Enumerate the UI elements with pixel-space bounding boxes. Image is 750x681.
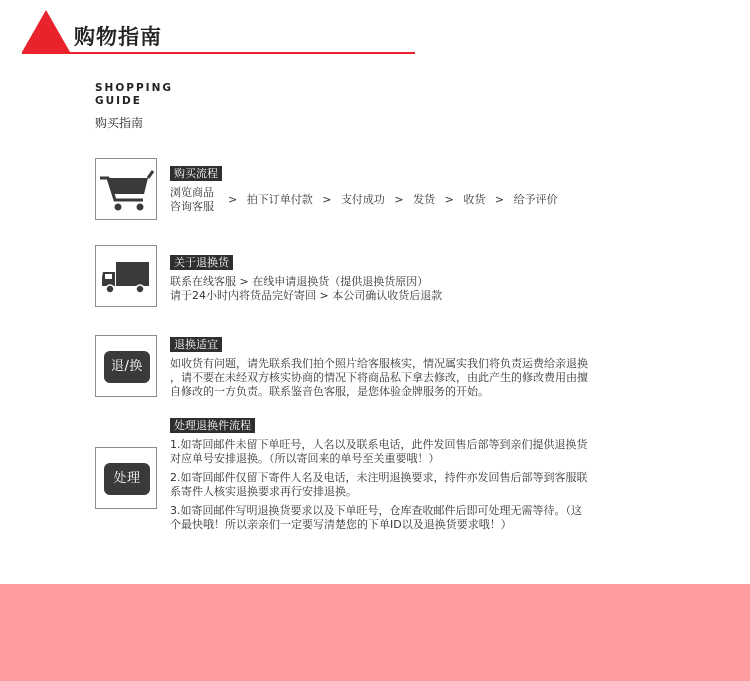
purchase-icon-box <box>95 158 157 220</box>
purchase-step-receive: 收货 <box>463 193 486 206</box>
shopping-guide-subtitle: 购买指南 <box>95 116 144 130</box>
flow-arrow: > <box>491 193 508 206</box>
process-line-2: 对应单号安排退换。（所以寄回来的单号至关重要哦！） <box>170 452 440 465</box>
footer-band <box>0 584 750 681</box>
page-title: 购物指南 <box>74 25 162 49</box>
returns-icon-box <box>95 245 157 307</box>
process-line-5: 3.如寄回邮件写明退换货要求以及下单旺号，仓库查收邮件后即可处理无需等待。（这 <box>170 504 582 517</box>
returns-label: 关于退换货 <box>170 255 233 270</box>
delivery-truck-icon <box>96 246 156 306</box>
purchase-steps-rest <box>228 193 564 207</box>
exchange-notes-line-2: ，请不要在未经双方核实协商的情况下将商品私下拿去修改，由此产生的修改费用由擅 <box>170 371 588 384</box>
shopping-guide-line1: SHOPPING <box>95 82 173 94</box>
process-line-6: 个最快哦！所以亲亲们一定要写清楚您的下单ID以及退换货要求哦！） <box>170 518 512 531</box>
purchase-flow-label: 购买流程 <box>170 166 222 181</box>
returns-line-1: 联系在线客服 > 在线申请退换货（提供退换货原因） <box>170 275 429 288</box>
header-triangle-decoration <box>22 10 70 52</box>
purchase-step-review: 给予评价 <box>513 193 558 206</box>
header-divider <box>22 52 415 54</box>
process-icon: 处理 <box>104 463 150 495</box>
purchase-step-ship: 发货 <box>413 193 436 206</box>
process-line-1: 1.如寄回邮件未留下单旺号，人名以及联系电话，此件发回售后部等到亲们提供退换货 <box>170 438 588 451</box>
exchange-notes-label: 退换适宜 <box>170 337 222 352</box>
purchase-step-browse: 浏览商品 咨询客服 <box>170 186 214 213</box>
process-label: 处理退换件流程 <box>170 418 255 433</box>
process-line-4: 系寄件人核实退换要求再行安排退换。 <box>170 485 357 498</box>
flow-arrow: > <box>318 193 335 206</box>
purchase-step-order: 拍下订单付款 <box>246 193 313 206</box>
shopping-cart-icon <box>96 159 156 219</box>
shopping-guide-line2: GUIDE <box>95 95 142 107</box>
exchange-notes-line-1: 如收货有问题，请先联系我们拍个照片给客服核实，情况属实我们将负责运费给亲退换 <box>170 357 588 370</box>
process-line-3: 2.如寄回邮件仅留下寄件人名及电话，未注明退换要求，持件亦发回售后部等到客服联 <box>170 471 588 484</box>
flow-arrow: > <box>390 193 408 206</box>
shopping-guide-title <box>95 82 173 108</box>
returns-line-2: 请于24小时内将货品完好寄回 > 本公司确认收货后退款 <box>170 289 443 302</box>
exchange-icon: 退/换 <box>104 351 150 383</box>
exchange-icon-box <box>95 335 157 397</box>
purchase-step-paid: 支付成功 <box>340 193 385 206</box>
process-icon-box <box>95 447 157 509</box>
flow-arrow: > <box>441 193 458 206</box>
flow-arrow: > <box>228 193 241 206</box>
exchange-notes-line-3: 自修改的一方负责。联系鉴音色客服，是您体验金牌服务的开始。 <box>170 385 489 398</box>
